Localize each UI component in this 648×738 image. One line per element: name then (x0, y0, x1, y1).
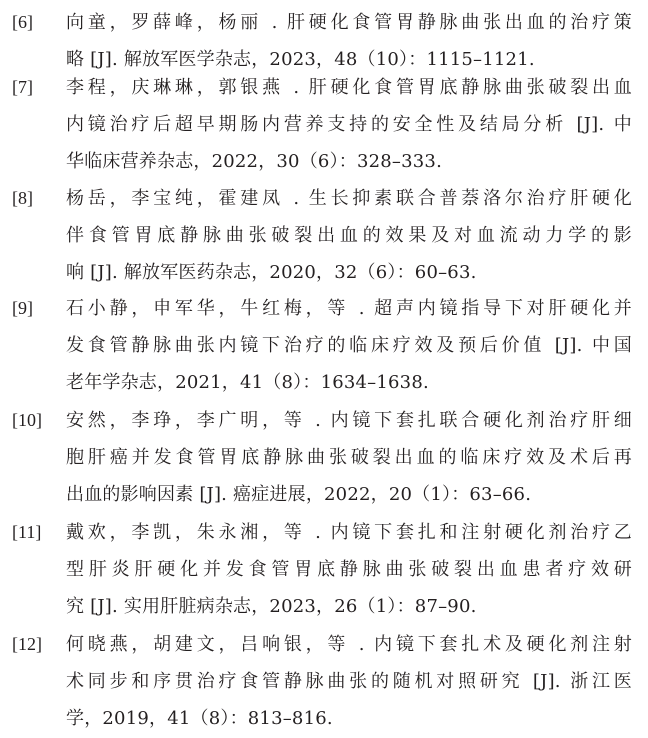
reference-text-line: 响 [J]. 解放军医药杂志，2020，32（6）：60–63. (66, 262, 477, 283)
reference-text-line: 伴食管胃底静脉曲张破裂出血的效果及对血流动力学的影 (66, 225, 632, 246)
reference-text-line: 向童，罗薛峰，杨丽 . 肝硬化食管胃静脉曲张出血的治疗策 (66, 12, 632, 33)
reference-text-line: 出血的影响因素 [J]. 癌症进展，2022，20（1）：63–66. (66, 484, 532, 505)
reference-text-line: 李程，庆琳琳，郭银燕 . 肝硬化食管胃底静脉曲张破裂出血 (66, 77, 632, 98)
reference-text-line: 内镜治疗后超早期肠内营养支持的安全性及结局分析 [J]. 中 (66, 114, 632, 135)
reference-text-line: 老年学杂志，2021，41（8）：1634–1638. (66, 372, 429, 393)
reference-number: [9] (12, 298, 33, 318)
reference-number: [11] (12, 522, 42, 542)
reference-text-line: 略 [J]. 解放军医学杂志，2023，48（10）：1115–1121. (66, 49, 535, 70)
reference-text-line: 胞肝癌并发食管胃底静脉曲张破裂出血的临床疗效及术后再 (66, 447, 632, 468)
reference-text-line: 安然，李琤，李广明，等 . 内镜下套扎联合硬化剂治疗肝细 (66, 410, 632, 431)
reference-text-line: 究 [J]. 实用肝脏病杂志，2023，26（1）：87–90. (66, 596, 477, 617)
reference-text-line: 型肝炎肝硬化并发食管胃底静脉曲张破裂出血患者疗效研 (66, 559, 632, 580)
reference-text-line: 石小静，申军华，牛红梅，等 . 超声内镜指导下对肝硬化并 (66, 298, 632, 319)
reference-number: [10] (12, 410, 42, 430)
reference-number: [7] (12, 77, 33, 97)
reference-text-line: 华临床营养杂志，2022，30（6）：328–333. (66, 151, 442, 172)
reference-number: [12] (12, 634, 42, 654)
reference-text-line: 发食管静脉曲张内镜下治疗的临床疗效及预后价值 [J]. 中国 (66, 335, 632, 356)
reference-text-line: 术同步和序贯治疗食管静脉曲张的随机对照研究 [J]. 浙江医 (66, 671, 632, 692)
reference-number: [6] (12, 12, 33, 32)
reference-text-line: 何晓燕，胡建文，吕响银，等 . 内镜下套扎术及硬化剂注射 (66, 634, 632, 655)
reference-text-line: 学，2019，41（8）：813–816. (66, 708, 333, 729)
reference-text-line: 戴欢，李凯，朱永湘，等 . 内镜下套扎和注射硬化剂治疗乙 (66, 522, 632, 543)
reference-number: [8] (12, 188, 33, 208)
reference-text-line: 杨岳，李宝纯，霍建凤 . 生长抑素联合普萘洛尔治疗肝硬化 (66, 188, 632, 209)
